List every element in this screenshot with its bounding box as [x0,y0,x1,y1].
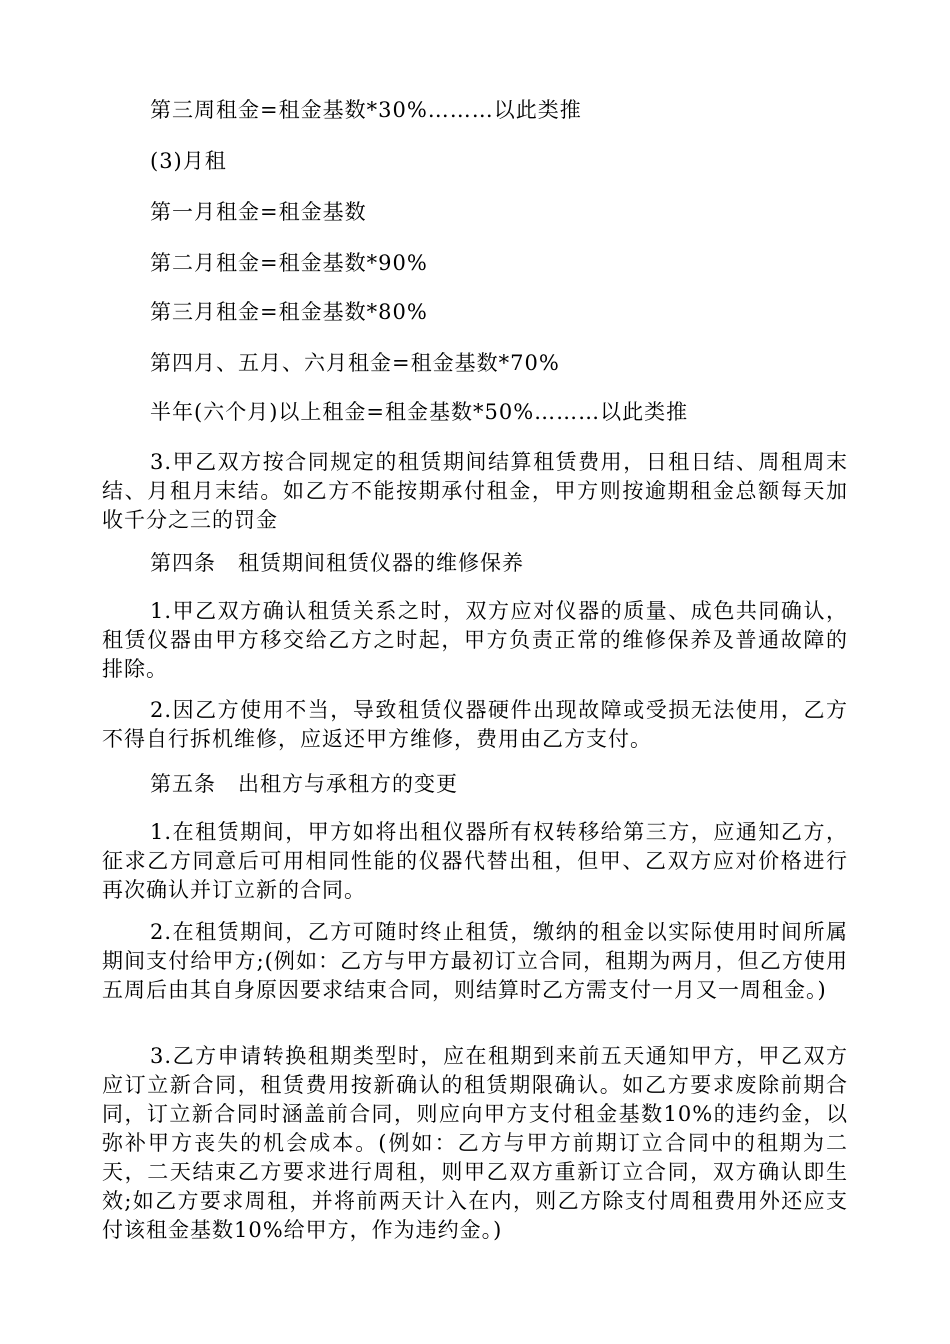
article-5-clause-3: 3.乙方申请转换租期类型时，应在租期到来前五天通知甲方，甲乙双方应订立新合同，租赁费用按新确认的租赁期限确认。如乙方要求废除前期合同，订立新合同时涵盖前合同，则应向甲方支付租金基数10%的违约金，以弥补甲方丧失的机会成本。(例如：乙方与甲方前期订立合同中的租期为二天，二天结束乙方要求进行周租，则甲乙双方重新订立合同，双方确认即生效;如乙方要求周租，并将前两天计入在内，则乙方除支付周租费用外还应支付该租金基数10%给甲方，作为违约金。) [102,1044,848,1242]
half-year-rent-line: 半年(六个月)以上租金=租金基数*50%………以此类推 [150,400,689,424]
monthly-rent-heading: (3)月租 [150,149,227,173]
article-5-clause-1: 1.在租赁期间，甲方如将出租仪器所有权转移给第三方，应通知乙方，征求乙方同意后可用相同性能的仪器代替出租，但甲、乙双方应对价格进行再次确认并订立新的合同。 [102,820,848,902]
settlement-paragraph: 3.甲乙双方按合同规定的租赁期间结算租赁费用，日租日结、周租周末结、月租月末结。如乙方不能按期承付租金，甲方则按逾期租金总额每天加收千分之三的罚金 [102,450,848,532]
month1-rent-line: 第一月租金=租金基数 [150,200,367,224]
month2-rent-line: 第二月租金=租金基数*90% [150,251,428,275]
week3-rent-line: 第三周租金=租金基数*30%………以此类推 [150,98,582,122]
month3-rent-line: 第三月租金=租金基数*80% [150,300,428,324]
article-4-clause-2: 2.因乙方使用不当，导致租赁仪器硬件出现故障或受损无法使用，乙方不得自行拆机维修，应返还甲方维修，费用由乙方支付。 [102,698,848,751]
article-5-heading: 第五条 出租方与承租方的变更 [150,772,458,796]
article-4-clause-1: 1.甲乙双方确认租赁关系之时，双方应对仪器的质量、成色共同确认，租赁仪器由甲方移交给乙方之时起，甲方负责正常的维修保养及普通故障的排除。 [102,599,848,681]
article-5-clause-2: 2.在租赁期间，乙方可随时终止租赁，缴纳的租金以实际使用时间所属期间支付给甲方;(例如：乙方与甲方最初订立合同，租期为两月，但乙方使用五周后由其自身原因要求结束合同，则结算时乙方需支付一月又一周租金。) [102,920,848,1002]
month4-6-rent-line: 第四月、五月、六月租金=租金基数*70% [150,351,560,375]
article-4-heading: 第四条 租赁期间租赁仪器的维修保养 [150,551,524,575]
